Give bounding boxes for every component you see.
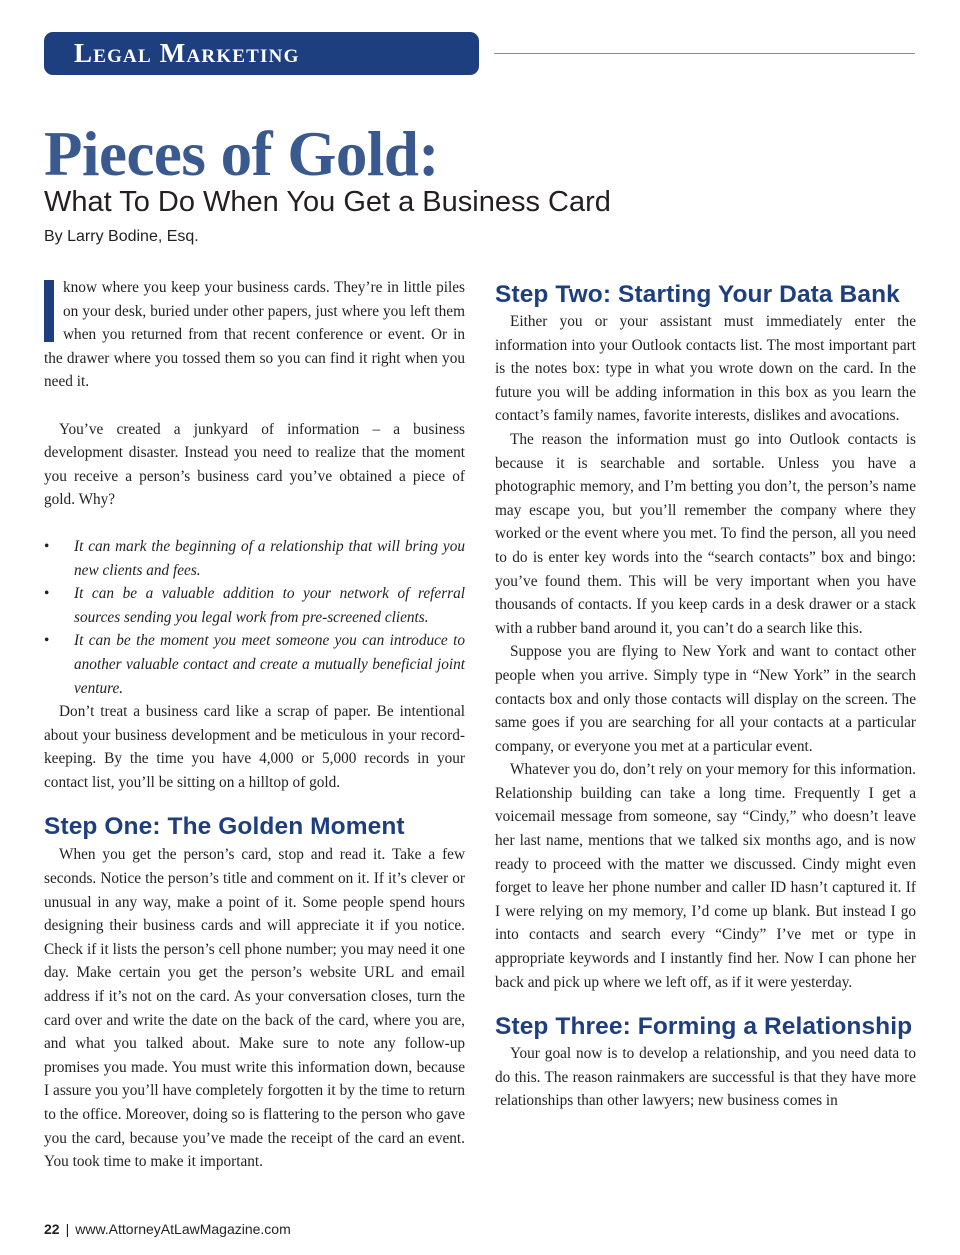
step-one-heading: Step One: The Golden Moment — [44, 813, 405, 841]
list-item — [44, 535, 465, 582]
list-item-text: It can be a valuable addition to your network of referral sources sending you legal work from pre-screened clients. — [74, 585, 465, 626]
step-one-paragraph: When you get the person’s card, stop and read it. Take a few seconds. Notice the person’s title and comment on it. If it’s clever or unusual in any way, make a point of it. Some people spend hours designing their business cards and will appreciate it if you notice. Check if it lists the person’s cell phone number; you may need it one day. Make certain you get the person’s website URL and email address if it’s not on the card. As your conversation closes, turn the card over and write the date on the back of the card, where you are, and what you talked about. Make sure to note any follow-up promises you made. You must write this information down, because I assure you you’ll have completely forgotten it by the time to return to the office. Moreover, doing so is flattering to the person who gave you the card, because you’ve made the receipt of the card an event. You took time to make it important. — [44, 846, 465, 1171]
left-column — [44, 276, 465, 1174]
intro-paragraph — [44, 276, 465, 394]
article-subtitle: What To Do When You Get a Business Card — [44, 186, 611, 218]
bullet-icon: • — [44, 585, 50, 603]
page-footer — [44, 1219, 291, 1239]
step-three-heading: Step Three: Forming a Relationship — [495, 1013, 913, 1041]
step-two-heading: Step Two: Starting Your Data Bank — [495, 281, 900, 308]
footer-separator: | — [65, 1221, 70, 1237]
right-column — [495, 280, 916, 1113]
bullet-icon: • — [44, 537, 50, 555]
step-two-paragraph-4: Whatever you do, don’t rely on your memory for this information. Relationship building can take a long time. Frequently I get a voicemail message from someone, say “Cindy,” who doesn’t leave her last name, mentions that we talked six months ago, and is now ready to proceed with the matter we discussed. Cindy might even forget to leave her phone number and caller ID hasn’t captured it. If I were relying on my memory, I’d come up blank. But instead I go into contacts and search every “Cindy” I’ve met or type in appropriate keywords and I instantly find her. Now I can phone her back and pick up where we left off, as if it were yesterday. — [495, 761, 916, 991]
reasons-list — [44, 535, 465, 700]
section-label: Legal Marketing — [74, 38, 300, 68]
list-item — [44, 629, 465, 700]
drop-cap — [44, 280, 54, 342]
step-two-paragraph-1: Either you or your assistant must immediately enter the information into your Outlook contacts list. The most important part is the notes box: type in what you wrote down on the card. In the future you will be adding information in this box as you learn the contact’s family names, favorite interests, dislikes and avocations. — [495, 313, 916, 425]
article-title: Pieces of Gold: — [44, 119, 439, 189]
magazine-url[interactable]: www.AttorneyAtLawMagazine.com — [75, 1221, 291, 1237]
intro-paragraph-2: You’ve created a junkyard of information – a business development disaster. Instead you need to realize that the moment you receive a person’s business card you’ve obtained a piece of gold. Why? — [44, 420, 465, 509]
list-item — [44, 582, 465, 629]
header-rule — [494, 53, 915, 54]
page-number: 22 — [44, 1221, 60, 1237]
step-two-paragraph-3: Suppose you are flying to New York and want to contact other people when you arrive. Simply type in “New York” in the search contacts box and only those contacts will display on the screen. The same goes if you are searching for all your contacts at a particular company, or everyone you met at a particular event. — [495, 643, 916, 755]
intro-paragraph-3: Don’t treat a business card like a scrap of paper. Be intentional about your business development and be meticulous in your record-keeping. By the time you have 4,000 or 5,000 records in your contact list, you’ll be sitting on a hilltop of gold. — [44, 703, 465, 791]
section-banner — [44, 32, 479, 75]
intro-text: know where you keep your business cards. They’re in little piles on your desk, buried under other papers, just where you left them when you returned from that recent conference or event. Or in the drawer where you tossed them so you can find it right when you need it. — [44, 279, 465, 391]
step-three-paragraph: Your goal now is to develop a relationship, and you need data to do this. The reason rainmakers are successful is that they have more relationships than other lawyers; new business comes in — [495, 1045, 916, 1110]
list-item-text: It can be the moment you meet someone you can introduce to another valuable contact and create a mutually beneficial joint venture. — [74, 632, 465, 697]
step-two-paragraph-2: The reason the information must go into Outlook contacts is because it is searchable and sortable. Unless you have a photographic memory, and I’m betting you don’t, the person’s name may escape you, but you’ll remember the company where they worked or the event where you met. To find the person, all you need to do is enter key words into the “search contacts” box and bingo: you’ve found them. This will be very important when you have thousands of contacts. If you keep cards in a desk drawer or a stack with a rubber band around it, you can’t do a search like this. — [495, 430, 916, 637]
byline: By Larry Bodine, Esq. — [44, 228, 199, 245]
bullet-icon: • — [44, 632, 50, 650]
list-item-text: It can mark the beginning of a relationship that will bring you new clients and fees. — [74, 537, 465, 579]
